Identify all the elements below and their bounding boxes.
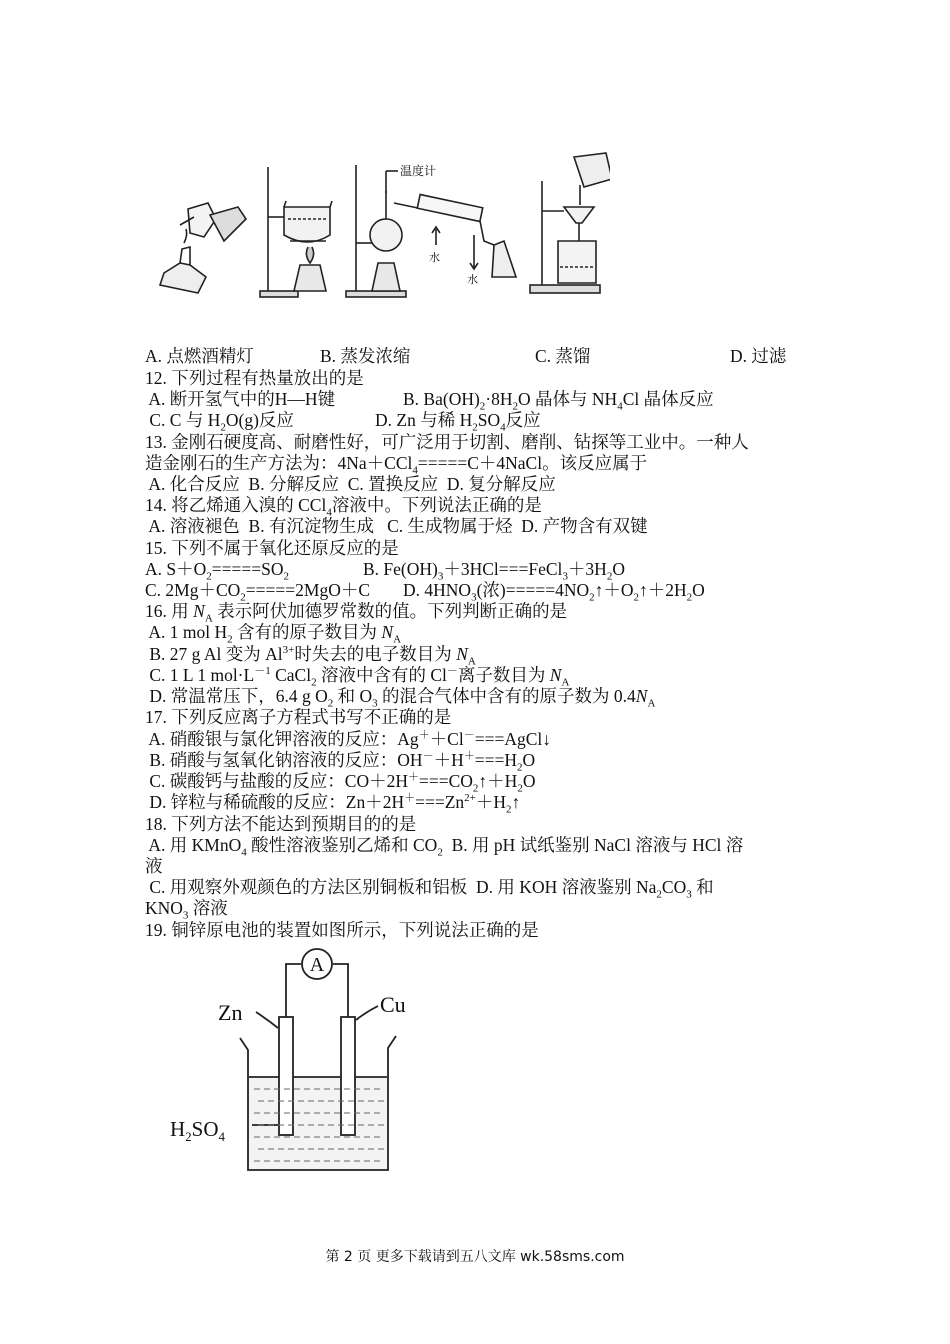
- q18-line2: 液: [145, 856, 163, 876]
- q17-option-d: D. 锌粒与稀硫酸的反应：$Zn+2H^+===Zn^{2+}+H_2↑$: [145, 792, 521, 816]
- q15-option-c: C. $2Mg+CO_2=====2MgO+C$: [145, 580, 371, 604]
- q12-row2: [145, 410, 825, 432]
- q11-option-b: B. 蒸发浓缩: [320, 346, 411, 366]
- q15-row2: [145, 580, 825, 602]
- q17-stem: 17. 下列反应离子方程式书写不正确的是: [145, 707, 452, 727]
- q14-stem: 14. 将乙烯通入溴的 CCl$_4$溶液中。下列说法正确的是: [145, 495, 542, 519]
- distillation-drawing: [346, 165, 516, 297]
- ammeter-label: A: [309, 954, 325, 976]
- q18-stem: 18. 下列方法不能达到预期目的的是: [145, 814, 417, 834]
- q11-option-c: C. 蒸馏: [535, 346, 591, 366]
- q18-line4: $KNO_3$ 溶液: [145, 898, 228, 922]
- q12-option-d: D. Zn 与稀 $H_2SO_4$反应: [375, 410, 541, 434]
- q11-option-d: D. 过滤: [730, 346, 787, 366]
- q11-option-a: A. 点燃酒精灯: [145, 346, 254, 366]
- q18-line1: A. 用 KMnO$_4$ 酸性溶液鉴别乙烯和 $CO_2$ B. 用 pH 试纸鉴别 NaCl 溶液与 HCl 溶: [145, 835, 744, 859]
- q17-option-c: C. 碳酸钙与盐酸的反应：$CO+2H^+===CO_2↑+H_2O$: [145, 771, 536, 795]
- q15-option-d: D. $4HNO_3$(浓)$=====4NO_2↑+O_2↑+2H_2O$: [403, 580, 705, 604]
- q13-stem-line1: 13. 金刚石硬度高、耐磨性好，可广泛用于切割、磨削、钻探等工业中。一种人: [145, 432, 749, 452]
- q15-stem: 15. 下列不属于氧化还原反应的是: [145, 538, 399, 558]
- zn-label: Zn: [218, 1000, 243, 1025]
- q12-option-a: A. 断开氢气中的H—H键: [145, 389, 336, 409]
- water-in-label: 水: [429, 251, 440, 264]
- q14-options: A. 溶液褪色 B. 有沉淀物生成 C. 生成物属于烃 D. 产物含有双键: [145, 516, 648, 536]
- q16-option-a: A. 1 mol $H_2$ 含有的原子数目为 $N_A$: [145, 622, 402, 646]
- water-out-label: 水: [467, 273, 478, 286]
- q12-row1: [145, 389, 825, 411]
- q13-options: A. 化合反应 B. 分解反应 C. 置换反应 D. 复分解反应: [145, 474, 556, 494]
- lab-apparatus-figure: [150, 145, 610, 305]
- evaporation-drawing: [260, 167, 332, 297]
- page-footer: 第 2 页 更多下载请到五八文库 wk.58sms.com: [325, 1249, 625, 1265]
- q11-options: [145, 346, 825, 368]
- q16-option-b: B. 27 g Al 变为 $Al^{3+}$时失去的电子数目为 $N_A$: [145, 644, 476, 668]
- q19-stem: 19. 铜锌原电池的装置如图所示，下列说法正确的是: [145, 920, 539, 940]
- q18-line3: C. 用观察外观颜色的方法区别铜板和铝板 D. 用 KOH 溶液鉴别 $Na_2CO_3$ 和: [145, 877, 714, 901]
- q15-option-b: B. $Fe(OH)_3+3HCl===FeCl_3+3H_2O$: [363, 559, 625, 583]
- q12-option-c: C. C 与 $H_2O(g)$反应: [145, 410, 294, 434]
- galvanic-cell-figure: [170, 948, 430, 1178]
- q15-row1: [145, 559, 825, 581]
- q16-stem: 16. 用 $N_A$ 表示阿伏加德罗常数的值。下列判断正确的是: [145, 601, 568, 625]
- q12-option-b: B. $Ba(OH)_2\cdot 8H_2O$ 晶体与 $NH_4Cl$ 晶体反应: [403, 389, 714, 413]
- q15-option-a: A. $S+O_2=====SO_2$: [145, 559, 289, 583]
- alcohol-lamp-drawing: [160, 203, 246, 293]
- cu-label: Cu: [380, 992, 406, 1017]
- q16-option-d: D. 常温常压下，6.4 g $O_2$ 和 $O_3$ 的混合气体中含有的原子数为 $0.4N_A$: [145, 686, 656, 710]
- q17-option-b: B. 硝酸与氢氧化钠溶液的反应：$OH^-+H^+===H_2O$: [145, 750, 536, 774]
- filtration-drawing: [530, 153, 610, 293]
- thermometer-label: 温度计: [400, 164, 437, 178]
- q16-option-c: C. 1 L 1 $mol\cdot L^{-1}$ CaCl$_2$ 溶液中含有的 Cl－离子数目为 $N_A$: [145, 665, 570, 689]
- q12-stem: 12. 下列过程有热量放出的是: [145, 368, 364, 388]
- q13-stem-line2: 造金刚石的生产方法为：4Na＋CCl$_4$=====C＋4NaCl。该反应属于: [145, 453, 648, 477]
- q17-option-a: A. 硝酸银与氯化钾溶液的反应：Ag＋＋Cl－===AgCl↓: [145, 729, 552, 749]
- acid-label: $H_2SO_4$: [170, 1117, 226, 1144]
